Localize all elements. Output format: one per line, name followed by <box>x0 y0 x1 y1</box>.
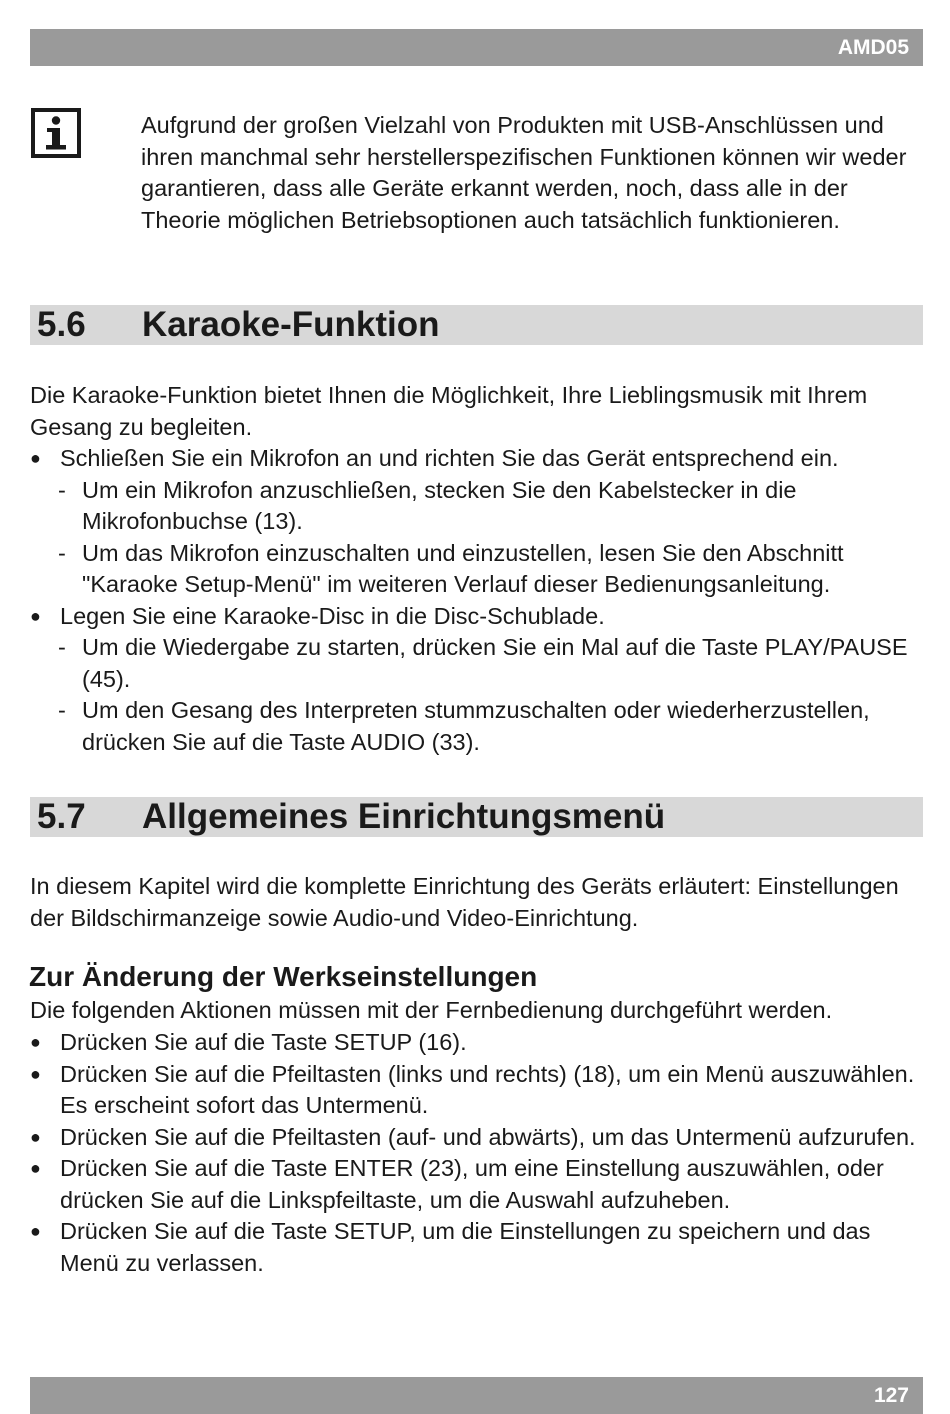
karaoke-intro: Die Karaoke-Funktion bietet Ihnen die Möglichkeit, Ihre Lieblingsmusik mit Ihrem Gesang zu begleiten. <box>30 382 868 440</box>
bullet-item <box>30 1027 925 1059</box>
bullet-item <box>30 1153 925 1216</box>
section-heading-5-7 <box>30 797 923 837</box>
item-text: Drücken Sie auf die Taste SETUP, um die Einstellungen zu speichern und das Menü zu verlassen. <box>60 1218 871 1276</box>
setup-intro: In diesem Kapitel wird die komplette Einrichtung des Geräts erläutert: Einstellungen der Bildschirmanzeige sowie Audio-und Video-Einrichtung. <box>30 873 899 931</box>
header-band <box>30 29 923 66</box>
bullet-item <box>30 1059 925 1122</box>
section-title: Karaoke-Funktion <box>142 305 440 344</box>
setup-subintro: Die folgenden Aktionen müssen mit der Fernbedienung durchgeführt werden. <box>30 997 833 1023</box>
bullet-icon: ● <box>30 1221 41 1241</box>
item-text: Um den Gesang des Interpreten stummzuschalten oder wiederherzustellen, drücken Sie auf die Taste AUDIO (33). <box>82 697 870 755</box>
sub-item <box>30 632 925 695</box>
section-title: Allgemeines Einrichtungsmenü <box>142 797 666 836</box>
bullet-icon: ● <box>30 1032 41 1052</box>
dash-icon: - <box>58 476 66 503</box>
item-text: Legen Sie eine Karaoke-Disc in die Disc-Schublade. <box>60 602 605 629</box>
item-text: Drücken Sie auf die Taste SETUP (16). <box>60 1029 467 1055</box>
bullet-icon: ● <box>30 1158 41 1178</box>
item-text: Um die Wiedergabe zu starten, drücken Sie ein Mal auf die Taste PLAY/PAUSE (45). <box>82 634 908 692</box>
setup-steps-list <box>30 1027 925 1279</box>
model-label: AMD05 <box>837 36 909 59</box>
section-heading-5-6 <box>30 305 923 345</box>
item-text: Schließen Sie ein Mikrofon an und richten Sie das Gerät entsprechend ein. <box>60 445 839 471</box>
item-text: Drücken Sie auf die Pfeiltasten (auf- und abwärts), um das Untermenü aufzurufen. <box>60 1123 916 1150</box>
bullet-icon: ● <box>30 448 41 468</box>
dash-icon: - <box>58 634 66 660</box>
section-number: 5.6 <box>37 305 86 344</box>
subsection-heading: Zur Änderung der Werkseinstellungen <box>29 961 538 992</box>
page-number: 127 <box>873 1384 909 1407</box>
bullet-item <box>30 443 925 475</box>
dash-icon: - <box>58 539 66 566</box>
bullet-icon: ● <box>30 1063 41 1084</box>
bullet-icon: ● <box>30 1126 41 1147</box>
sub-item <box>30 475 925 538</box>
bullet-icon: ● <box>30 605 41 626</box>
sub-item <box>30 695 925 758</box>
item-text: Drücken Sie auf die Taste ENTER (23), um eine Einstellung auszuwählen, oder drücken Sie auf die Linkspfeiltaste, um die Auswahl aufzuheben. <box>60 1155 884 1213</box>
item-text: Drücken Sie auf die Pfeiltasten (links und rechts) (18), um ein Menü auszuwählen. Es erscheint sofort das Untermenü. <box>60 1060 915 1118</box>
bullet-item <box>30 1122 925 1154</box>
note-text: Aufgrund der großen Vielzahl von Produkten mit USB-Anschlüssen und ihren manchmal sehr herstellerspezifischen Funktionen können wir weder garantieren, dass alle Geräte erkannt werden, noch, dass alle in der Theorie möglichen Betriebsoptionen auch tatsächlich funktionieren. <box>141 112 907 233</box>
karaoke-steps-list <box>30 443 925 758</box>
sub-item <box>30 538 925 601</box>
footer-band <box>30 1377 923 1414</box>
item-text: Um ein Mikrofon anzuschließen, stecken Sie den Kabelstecker in die Mikrofonbuchse (13). <box>82 476 797 534</box>
info-icon <box>31 108 81 158</box>
section-number: 5.7 <box>37 797 86 836</box>
bullet-item <box>30 1216 925 1279</box>
item-text: Um das Mikrofon einzuschalten und einzustellen, lesen Sie den Abschnitt "Karaoke Setup-Menü" im weiteren Verlauf dieser Bedienungsanleitung. <box>82 539 844 597</box>
bullet-item <box>30 601 925 633</box>
dash-icon: - <box>58 697 66 723</box>
